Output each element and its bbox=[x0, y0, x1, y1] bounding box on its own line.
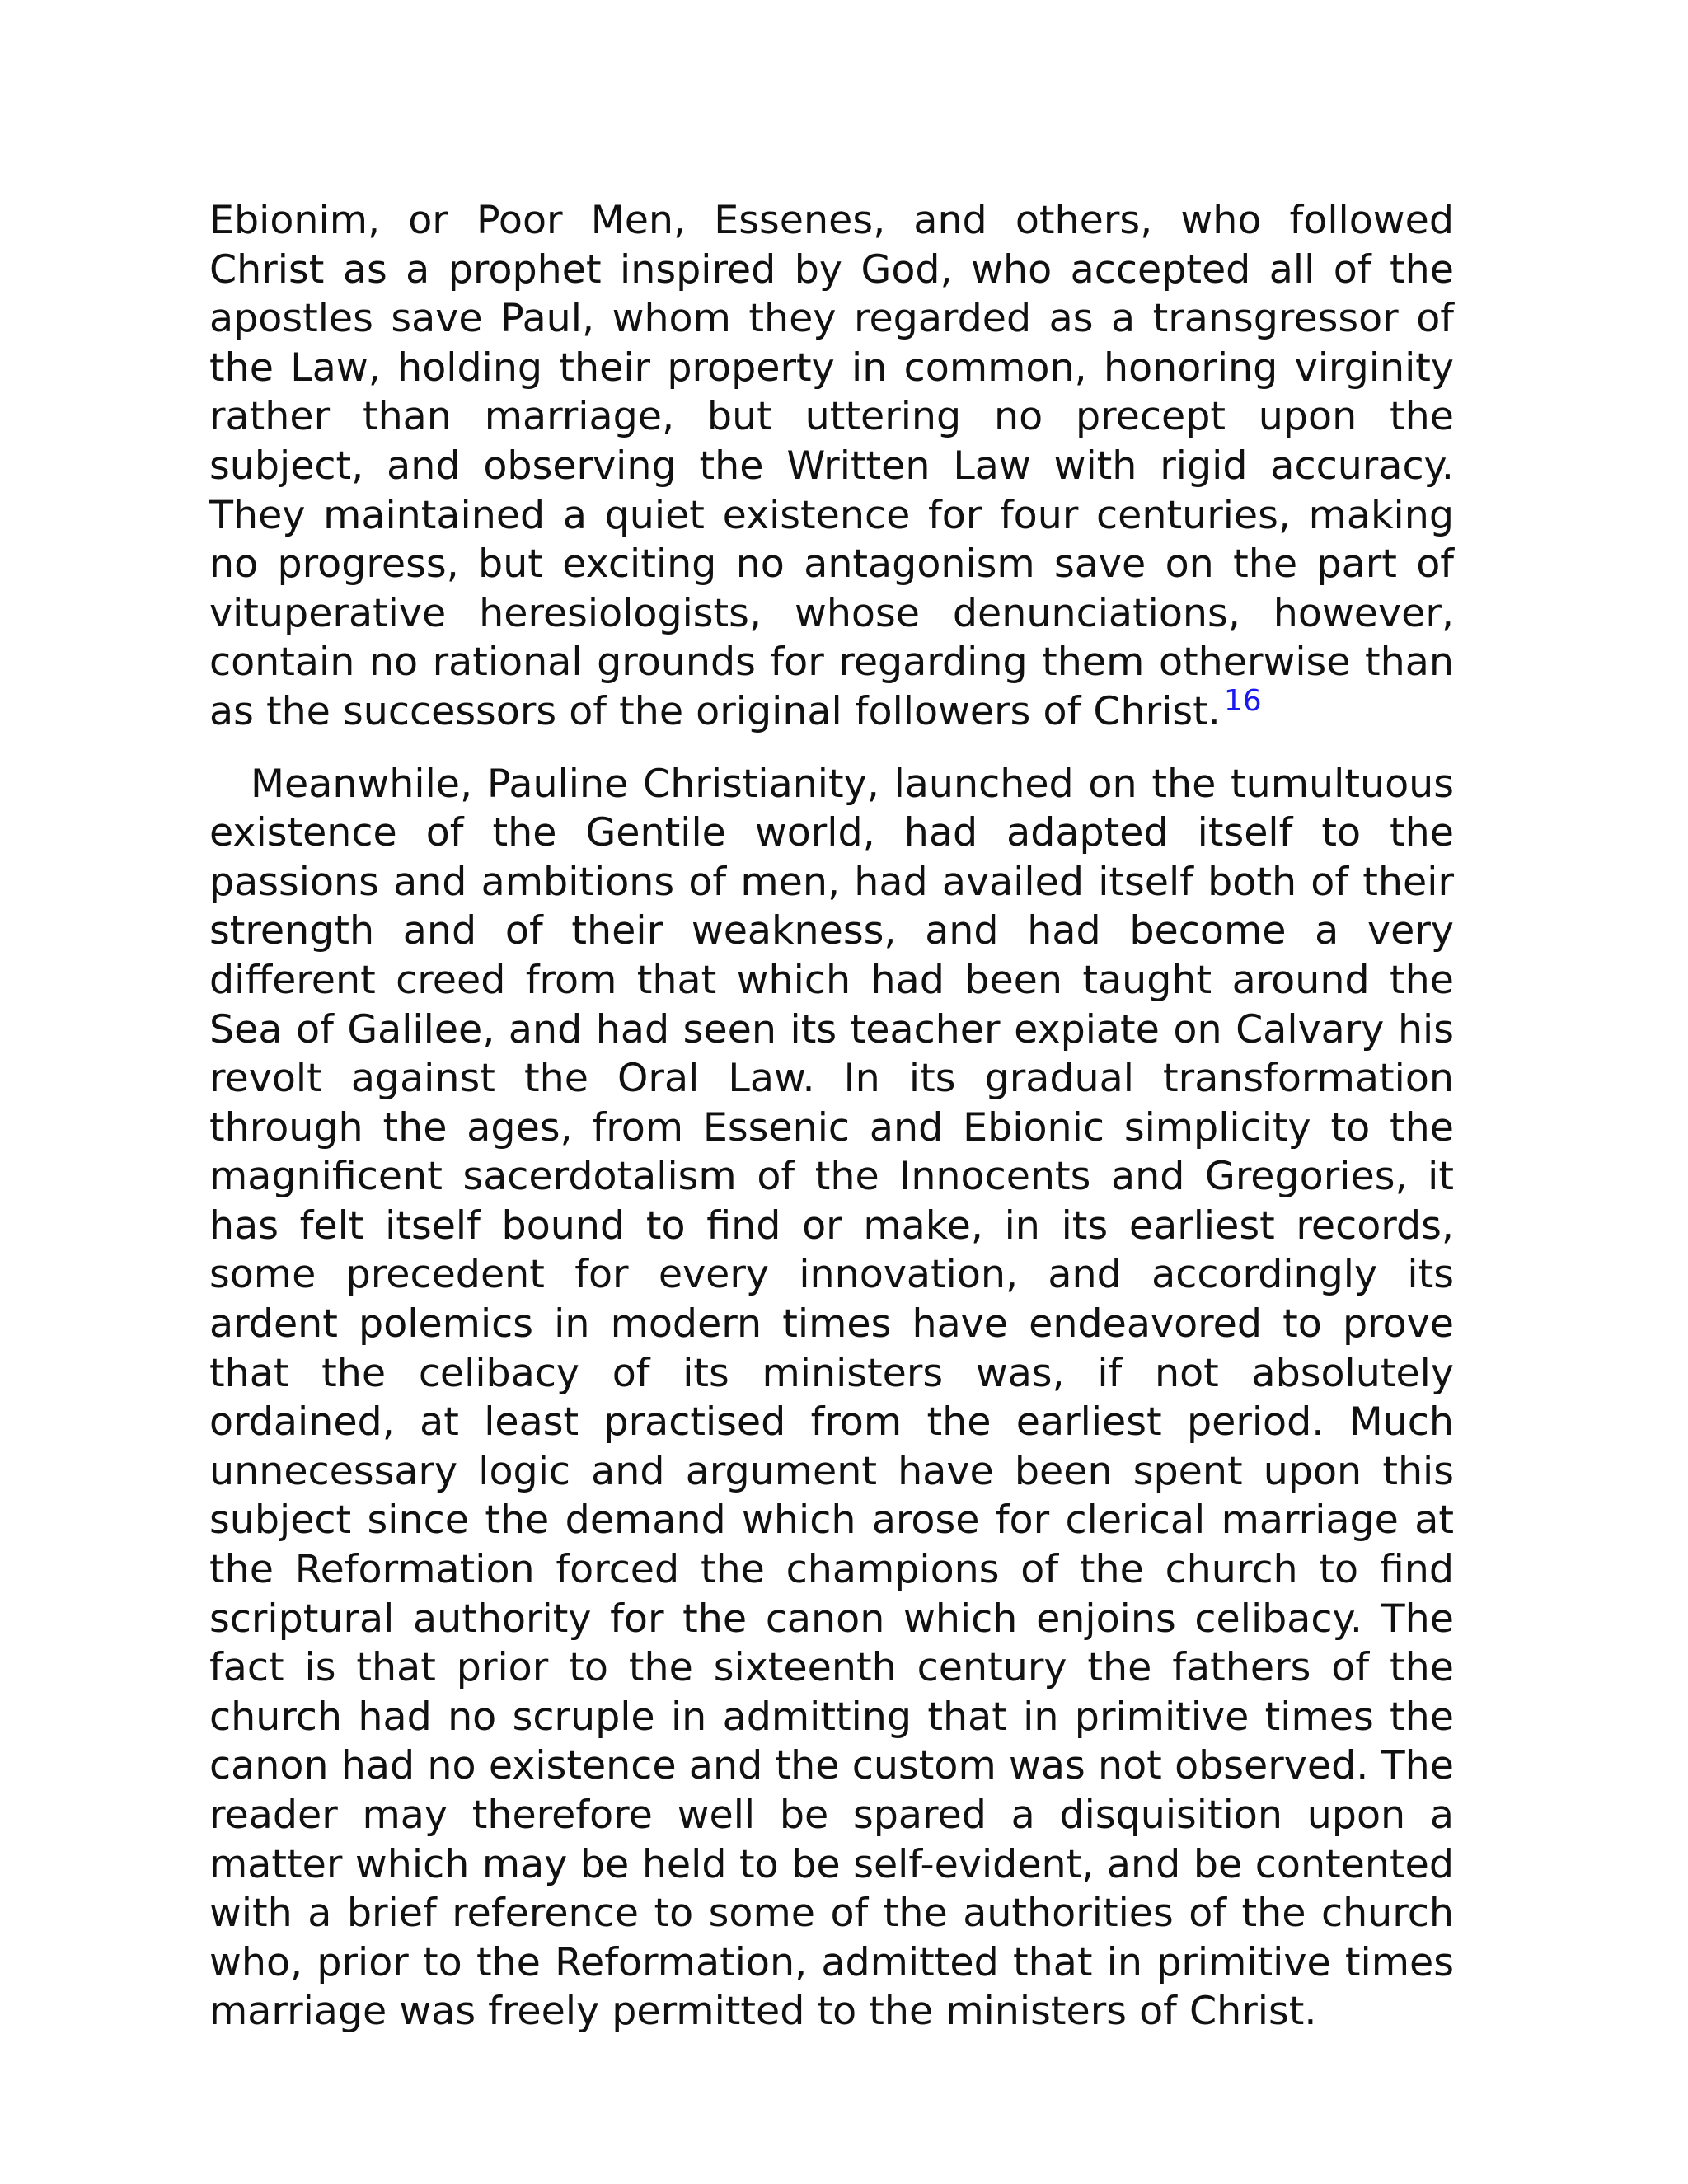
paragraph-pauline-christianity bbox=[209, 760, 1454, 2036]
footnote-link[interactable]: 16 bbox=[1223, 684, 1262, 719]
paragraph-text: Ebionim, or Poor Men, Essenes, and others, who followed Christ as a prophet inspired by God, who accepted all of the apostles save Paul, whom they regarded as a transgressor of the Law, holding their property in common, honoring virginity rather than marriage, but uttering no precept upon the subject, and observing the Written Law with rigid accuracy. They maintained a quiet existence for four centuries, making no progress, but exciting no antagonism save on the part of vituperative heresiologists, whose denunciations, however, contain no rational grounds for regarding them otherwise than as the successors of the original followers of Christ. bbox=[209, 198, 1454, 734]
page-body bbox=[209, 196, 1454, 2036]
paragraph-ebionites bbox=[209, 196, 1454, 737]
paragraph-text: Meanwhile, Pauline Christianity, launched on the tumultuous existence of the Gentile world, had adapted itself to the passions and ambitions of men, had availed itself both of their strength and of their weakness, and had become a very different creed from that which had been taught around the Sea of Galilee, and had seen its teacher expiate on Calvary his revolt against the Oral Law. In its gradual transformation through the ages, from Essenic and Ebionic simplicity to the magnificent sacerdotalism of the Innocents and Gregories, it has felt itself bound to find or make, in its earliest records, some precedent for every innovation, and accordingly its ardent polemics in modern times have endeavored to prove that the celibacy of its ministers was, if not absolutely ordained, at least practised from the earliest period. Much unnecessary logic and argument have been spent upon this subject since the demand which arose for clerical marriage at the Reformation forced the champions of the church to find scriptural authority for the canon which enjoins celibacy. The fact is that prior to the sixteenth century the fathers of the church had no scruple in admitting that in primitive times the canon had no existence and the custom was not observed. The reader may therefore well be spared a disquisition upon a matter which may be held to be self-evident, and be contented with a brief reference to some of the authorities of the church who, prior to the Reformation, admitted that in primitive times marriage was freely permitted to the ministers of Christ. bbox=[209, 761, 1454, 2035]
